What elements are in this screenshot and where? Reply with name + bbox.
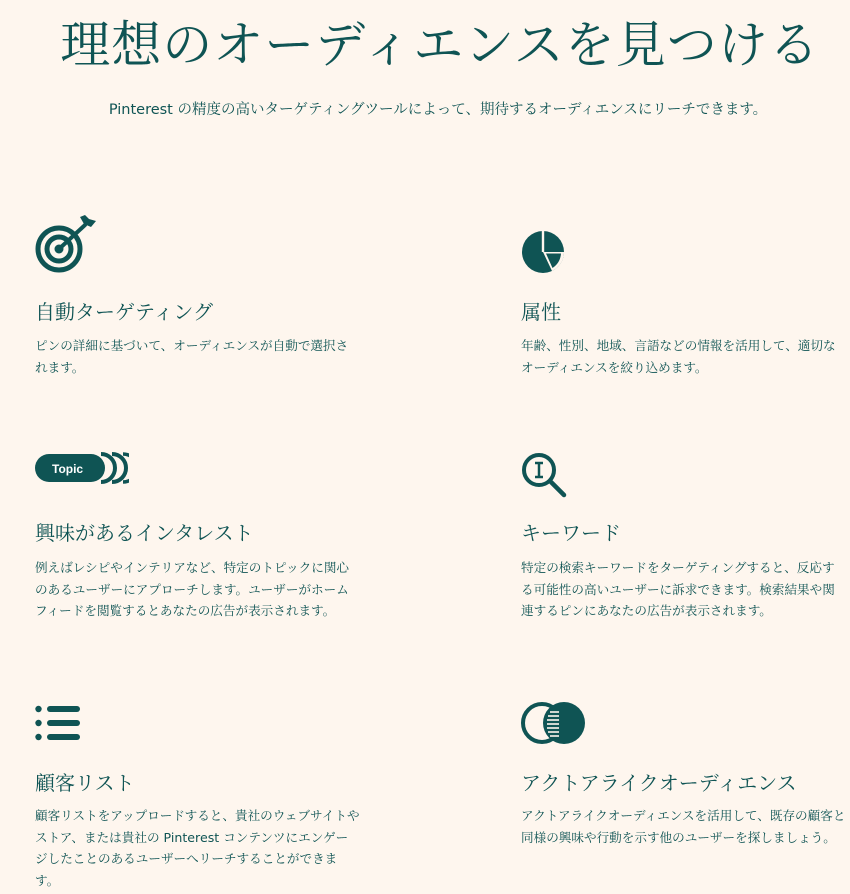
search-icon [521,452,567,498]
topic-label: Topic [52,462,84,476]
feature-interests [35,452,365,642]
pie-chart-icon [521,228,567,274]
feature-description: 例えばレシピやインテリアなど、特定のトピックに関心のあるユーザーにアプローチします。ユーザーがホームフィードを閲覧するとあなたの広告が表示されます。 [35,560,350,618]
feature-description: ピンの詳細に基づいて、オーディエンスが自動で選択されます。 [35,338,349,375]
feature-actalike-audience [521,700,850,870]
feature-description: 特定の検索キーワードをターゲティングすると、反応する可能性の高いユーザーに訴求できます。検索結果や関連するピンにあなたの広告が表示されます。 [521,560,835,618]
feature-demographics [521,228,850,388]
overlap-circles-icon [521,700,587,746]
list-icon [35,705,81,741]
page-subtitle: Pinterest の精度の高いターゲティングツールによって、期待するオーディエンスにリーチできます。 [108,102,768,118]
feature-description: 年齢、性別、地域、言語などの情報を活用して、適切なオーディエンスを絞り込めます。 [521,338,836,375]
feature-description: 顧客リストをアップロードすると、貴社のウェブサイトやストア、または貴社の Pinterest コンテンツにエンゲージしたことのあるユーザーへリーチすることができます。 [35,808,360,888]
feature-keywords [521,452,850,642]
feature-title: 興味があるインタレスト [35,521,254,545]
feature-title: 自動ターゲティング [35,300,213,324]
feature-title: アクトアライクオーディエンス [521,771,797,795]
topic-icon [35,452,129,484]
feature-auto-targeting [35,215,365,385]
feature-title: 顧客リスト [35,771,135,795]
feature-title: キーワード [521,521,621,545]
feature-title: 属性 [521,300,561,324]
feature-customer-list [35,705,365,890]
page-title: 理想のオーディエンスを見つける [60,16,820,74]
feature-description: アクトアライクオーディエンスを活用して、既存の顧客と同様の興味や行動を示す他のユーザーを探しましょう。 [521,808,846,845]
target-icon [35,215,97,277]
